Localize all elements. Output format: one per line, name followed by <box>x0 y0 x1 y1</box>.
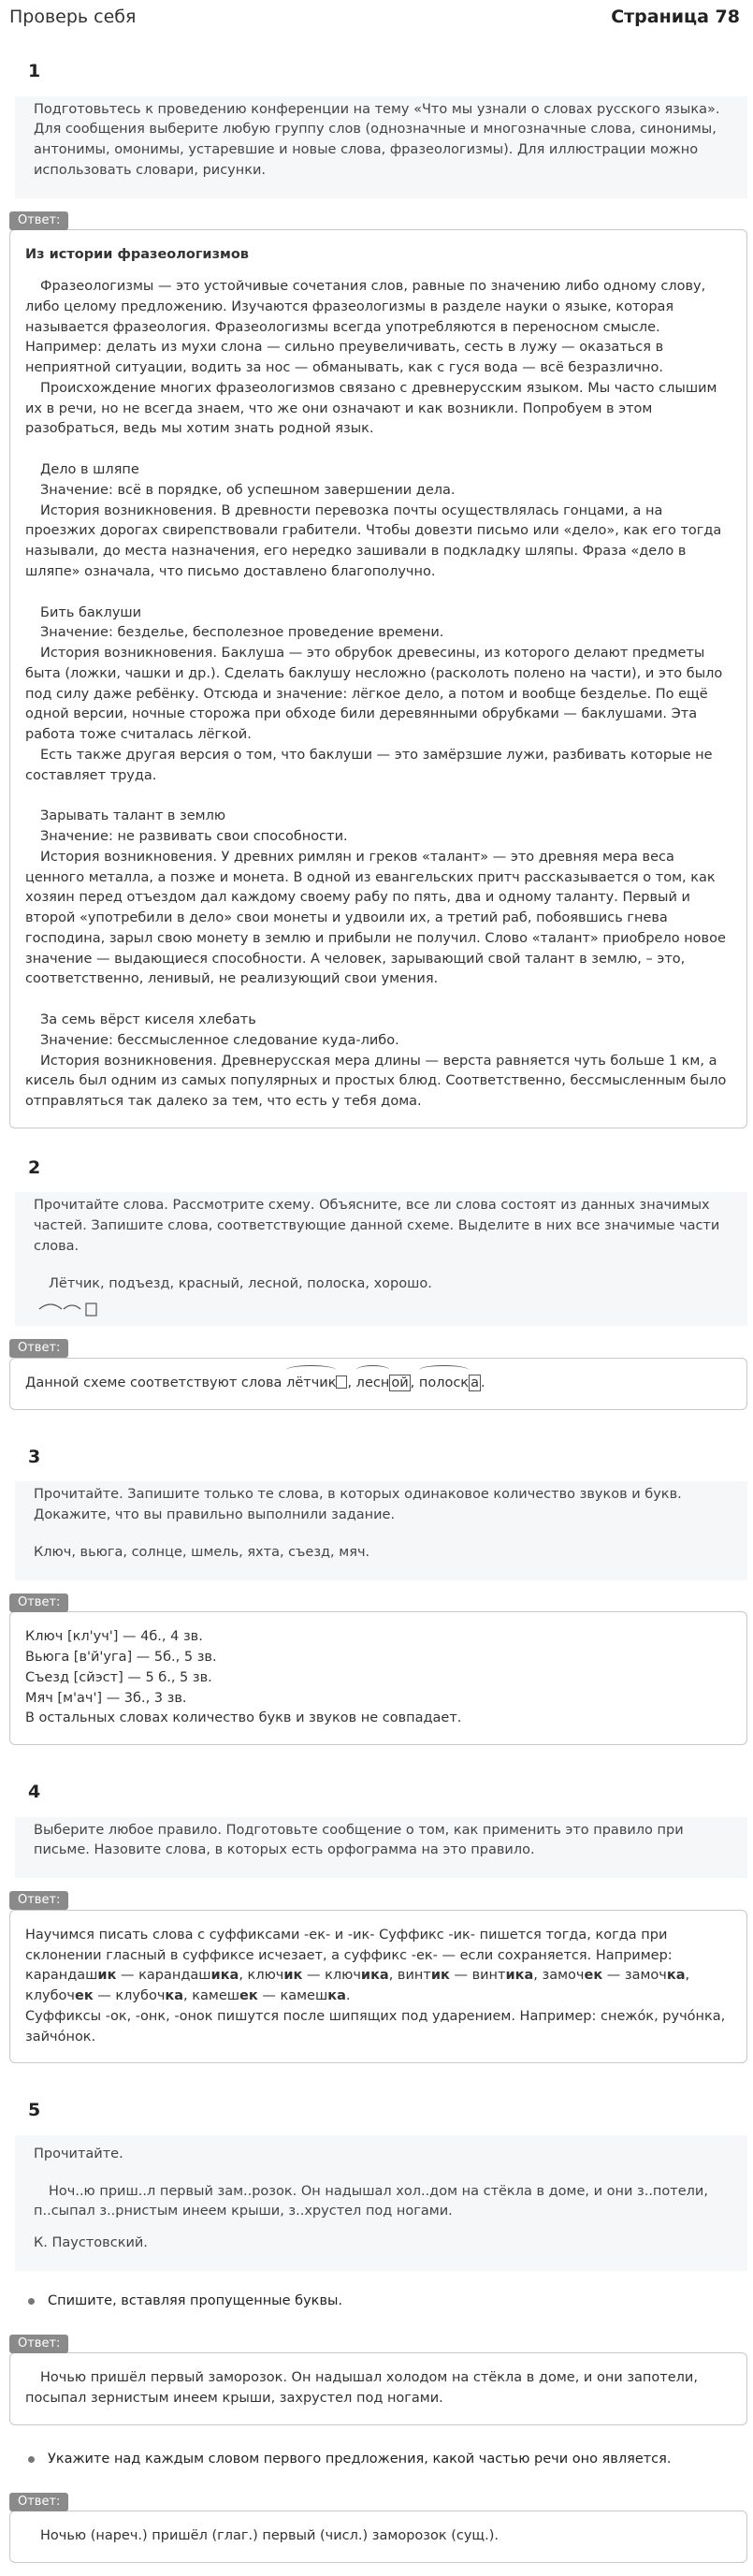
page-number: Страница 78 <box>611 7 740 27</box>
text-run: , клубоч <box>25 1968 690 2003</box>
text-run: , камеш <box>183 1988 240 2003</box>
separator: , <box>347 1375 356 1390</box>
question-text: Прочитайте слова. Рассмотрите схему. Объясните, все ли слова состоят из данных значимых частей. Запишите слова, соответствующие данной схеме. Выделите в них все значимые части слова. <box>34 1198 720 1254</box>
answer-prefix: Данной схеме соответствуют слова <box>25 1375 282 1390</box>
idiom-name: Дело в шляпе <box>40 462 139 477</box>
text-run: , замоч <box>533 1968 585 1984</box>
idiom-history: История возникновения. Древнерусская мера длины — верста равняется чуть больше 1 км, а кисель был одним из самых популярных и простых блюд. Соответственно, бессмысленным было отправляться так далеко за тем, что есть у тебя дома. <box>25 1053 727 1109</box>
text-run: Научимся писать слова с суффиксами -ек- и -ик- Суффикс -ик- пишется тогда, когда при склонении гласный в суффиксе исчезает, а суффикс -ек- — если сохраняется. Например: карандаш <box>25 1927 673 1984</box>
idiom-history: История возникновения. В древности перевозка почты осуществлялась гонцами, а на проезжих дорогах свирепствовали грабители. Чтобы довезти письмо или «дело», как его тогда называли, до места назначения, его нередко зашивали в подкладку шляпы. Фраза «дело в шляпе» означала, что письмо доставлено благополучно. <box>25 502 722 579</box>
word-morphemes <box>356 1374 390 1394</box>
word-morphemes <box>286 1374 336 1394</box>
suffix-highlight: ка <box>327 1988 346 2003</box>
task-question <box>15 2135 747 2271</box>
word-root: полоск <box>418 1375 470 1390</box>
bullet-icon <box>28 2298 35 2305</box>
idiom-extra: Есть также другая версия о том, что баклуши — это замёрзшие лужи, разбивать которые не составляет труда. <box>25 747 713 783</box>
answer-badge: Ответ: <box>9 1339 68 1358</box>
answer-box <box>9 1611 747 1745</box>
answer-text: Ночью пришёл первый заморозок. Он надышал холодом на стёкла в доме, и они запотели, посыпал зернистым инеем крыши, захрустел под ногами. <box>25 2370 698 2406</box>
answer-badge: Ответ: <box>9 2335 68 2353</box>
word-ending: а <box>471 1375 479 1390</box>
answer-box <box>9 2511 747 2563</box>
answer-badge: Ответ: <box>9 1594 68 1612</box>
task-question <box>15 96 747 198</box>
idiom-meaning: Значение: не развивать свои способности. <box>40 829 348 844</box>
idiom-name: Бить баклуши <box>40 604 142 620</box>
answer-paragraph: Происхождение многих фразеологизмов связано с древнерусским языком. Мы часто слышим их в речи, но не всегда знаем, что же они означают и как возникли. Попробуем в этом разобраться, ведь мы хотим знать родной язык. <box>25 380 717 437</box>
answer-title: Из истории фразеологизмов <box>25 247 249 263</box>
idiom-history: История возникновения. У древних римлян и греков «талант» — это древняя мера веса ценного металла, а позже и монета. В одной из евангельских притч рассказывается о том, как хозяин перед отъездом дал каждому своему рабу по пять, два и одному таланту. Первый и второй «употребили в дело» свои монеты и удвоили их, а третий раб, побоявшись гнева господина, зарыл свою монету в землю и прибыли не получил. Слово «талант» приобрело новое значение — выдающиеся способности. А человек, зарывающий свой талант в землю, – это, соответственно, ленивый, не реализующий свои умения. <box>25 849 726 987</box>
subtask-text: Спишите, вставляя пропущенные буквы. <box>48 2292 343 2308</box>
idiom-meaning: Значение: безделье, бесполезное проведение времени. <box>40 625 444 641</box>
subtask-text: Укажите над каждым словом первого предложения, какой частью речи оно является. <box>48 2451 672 2467</box>
page-title: Проверь себя <box>9 7 137 27</box>
answer-paragraph: Фразеологизмы — это устойчивые сочетания слов, равные по значению либо одному слову, либо целому предложению. Изучаются фразеологизмы в разделе науки о языке, которая называется фразеология. Фразеологизмы всегда употребляются в переносном смысле. Например: делать из мухи слона — сильно преувеличивать, сесть в лужу — оказаться в неприятной ситуации, водить за нос — обманывать, как с гуся вода — всё безразлично. <box>25 279 706 375</box>
word-root: лётчик <box>286 1375 337 1390</box>
text-run: — винт <box>449 1968 506 1984</box>
answer-text <box>25 1374 731 1394</box>
suffix-highlight: ик <box>430 1968 450 1984</box>
text-run: , ключ <box>239 1968 284 1984</box>
question-text: Подготовьтесь к проведению конференции на тему «Что мы узнали о словах русского языка». Для сообщения выберите любую группу слов (однозначные и многозначные слова, синонимы, антонимы, омонимы, устаревшие и новые слова, фразеологизмы). Для иллюстрации можно использовать словари, рисунки. <box>34 101 720 178</box>
answer-box <box>9 2352 747 2425</box>
answer-text: Ночью (нареч.) пришёл (глаг.) первый (числ.) заморозок (сущ.). <box>40 2528 499 2544</box>
null-ending-box <box>336 1375 347 1389</box>
suffix-highlight: ика <box>360 1968 389 1984</box>
answer-suffix: . <box>480 1375 485 1390</box>
suffix-highlight: ек <box>75 1988 94 2003</box>
morpheme-scheme-icon <box>37 1296 103 1318</box>
suffix-highlight: ка <box>666 1968 686 1984</box>
answer-badge: Ответ: <box>9 211 68 230</box>
text-run: — клубоч <box>93 1988 166 2003</box>
answer-badge: Ответ: <box>9 2493 68 2511</box>
subtask-bullet <box>28 2292 747 2312</box>
suffix-highlight: ек <box>584 1968 603 1984</box>
text-run: — камеш <box>257 1988 328 2003</box>
suffix-highlight: ка <box>165 1988 184 2003</box>
answer-paragraph <box>25 1926 731 2007</box>
question-text: Прочитайте. <box>34 2146 123 2161</box>
page-header <box>9 0 747 37</box>
idiom-name: Зарывать талант в землю <box>40 808 226 824</box>
word-morphemes <box>419 1374 469 1394</box>
suffix-highlight: ика <box>210 1968 239 1984</box>
text-run: . <box>345 1988 351 2003</box>
suffix-highlight: ек <box>239 1988 258 2003</box>
answer-line: Съезд [сйэст] — 5 б., 5 зв. <box>25 1669 212 1685</box>
text-run: , винт <box>388 1968 431 1984</box>
answer-line: Мяч [м'ач'] — 3б., 3 зв. <box>25 1690 187 1706</box>
question-text: Прочитайте. Запишите только те слова, в которых одинаковое количество звуков и букв. Докажите, что вы правильно выполнили задание. <box>34 1487 682 1522</box>
idiom-name: За семь вёрст киселя хлебать <box>40 1012 256 1027</box>
suffix-highlight: ика <box>505 1968 534 1984</box>
exercise-text: Ноч..ю приш..л первый зам..розок. Он надышал хол..дом на стёкла в доме, и они з..потели, п..сыпал з..рнистым инеем крыши, з..хрустел под ногами. <box>34 2183 708 2219</box>
answer-badge: Ответ: <box>9 1891 68 1910</box>
task-question <box>15 1192 747 1326</box>
answer-box <box>9 229 747 1128</box>
answer-line: Вьюга [в'й'уга] — 5б., 5 зв. <box>25 1650 217 1665</box>
idiom-meaning: Значение: всё в порядке, об успешном завершении дела. <box>40 482 456 498</box>
bullet-icon <box>28 2456 35 2463</box>
task-number: 3 <box>28 1446 41 1467</box>
text-run: — карандаш <box>116 1968 211 1984</box>
task-3 <box>9 1444 747 1745</box>
text-run: — замоч <box>602 1968 667 1984</box>
root-arc <box>356 1365 390 1375</box>
separator: , <box>410 1375 419 1390</box>
task-4 <box>9 1779 747 2063</box>
word-list: Ключ, вьюга, солнце, шмель, яхта, съезд, мяч. <box>34 1544 370 1560</box>
text-author: К. Паустовский. <box>34 2235 148 2250</box>
idiom-meaning: Значение: бессмысленное следование куда-либо. <box>40 1032 399 1048</box>
task-5 <box>9 2097 747 2563</box>
suffix-highlight: ик <box>97 1968 117 1984</box>
morpheme-scheme <box>34 1294 729 1309</box>
suffix-highlight: ик <box>283 1968 303 1984</box>
task-question <box>15 1817 747 1879</box>
answer-line: Ключ [кл'уч'] — 4б., 4 зв. <box>25 1629 203 1645</box>
task-2 <box>9 1155 747 1410</box>
idiom-history: История возникновения. Баклуша — это обрубок древесины, из которого делают предметы быта (ложки, чашки и др.). Сделать баклушу несложно (расколоть полено на части), и это было под силу даже ребёнку. Отсюда и значение: лёгкое дело, а потом и вообще безделье. По ещё одной версии, ночные сторожа при обходе били деревянными обрубками — баклушами. Эта работа тоже считалась лёгкой. <box>25 646 723 742</box>
root-arc <box>286 1365 336 1375</box>
task-number: 4 <box>28 1782 41 1802</box>
answer-box <box>9 1358 747 1410</box>
word-ending: ой <box>391 1375 409 1390</box>
task-question <box>15 1481 747 1579</box>
root-arc <box>419 1365 469 1375</box>
answer-box <box>9 1910 747 2064</box>
subtask-bullet <box>28 2450 747 2470</box>
text-run: — ключ <box>302 1968 361 1984</box>
task-number: 5 <box>28 2100 41 2121</box>
word-list: Лётчик, подъезд, красный, лесной, полоска, хорошо. <box>49 1275 432 1291</box>
task-number: 2 <box>28 1157 41 1178</box>
task-1 <box>9 58 747 1128</box>
task-number: 1 <box>28 61 41 81</box>
answer-line: В остальных словах количество букв и звуков не совпадает. <box>25 1710 462 1726</box>
word-root: лесн <box>355 1375 390 1390</box>
answer-paragraph: Суффиксы -ок, -онк, -онок пишутся после шипящих под ударением. Например: снежо́к, ручо́нка, зайчо́нок. <box>25 2008 726 2045</box>
question-text: Выберите любое правило. Подготовьте сообщение о том, как применить это правило при письме. Назовите слова, в которых есть орфограмма на это правило. <box>34 1822 684 1858</box>
